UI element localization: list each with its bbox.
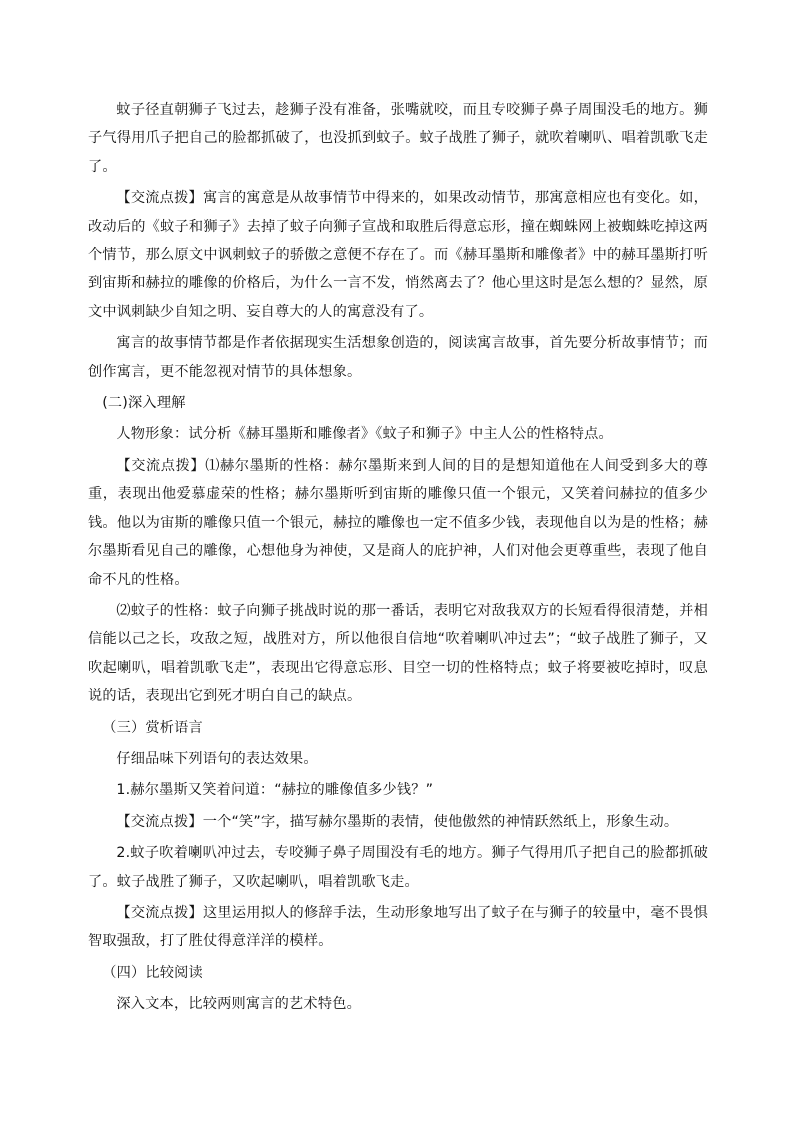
paragraph-mosquito-character: ⑵蚊子的性格：蚊子向狮子挑战时说的那一番话，表明它对敌我双方的长短看得很清楚，并相信能以己之长，攻敌之短，战胜对方，所以他很自信地“吹着喇叭冲过去”；“蚊子战胜了狮子，又吹起喇叭，唱着凯歌飞走”，表现出它得意忘形、目空一切的性格特点；蚊子将要被吃掉时，叹息说的话，表现出它到死才明白自己的缺点。 <box>88 602 708 705</box>
paragraph-instruction: 仔细品味下列语句的表达效果。 <box>116 750 318 767</box>
sentence-item-1: 1.赫尔墨斯又笑着问道：“赫拉的雕像值多少钱？” <box>116 782 434 799</box>
paragraph-character-question: 人物形象：试分析《赫耳墨斯和雕像者》《蚊子和狮子》中主人公的性格特点。 <box>116 426 613 443</box>
paragraph-hermes-character: 【交流点拨】⑴赫尔墨斯的性格：赫尔墨斯来到人间的目的是想知道他在人间受到多大的尊重，表现出他爱慕虚荣的性格；赫尔墨斯听到宙斯的雕像只值一个银元，又笑着问赫拉的值多少钱。他以为宙斯的雕像只值一个银元，赫拉的雕像也一定不值多少钱，表现他自以为是的性格；赫尔墨斯看见自己的雕像，心想他身为神使，又是商人的庇护神，人们对他会更尊重些，表现了他自命不凡的性格。 <box>88 457 708 588</box>
paragraph-discussion-personification: 【交流点拨】这里运用拟人的修辞手法，生动形象地写出了蚊子在与狮子的较量中，毫不畏惧智取强敌，打了胜仗得意洋洋的模样。 <box>88 904 708 950</box>
sentence-item-2: 2.蚊子吹着喇叭冲过去，专咬狮子鼻子周围没有毛的地方。狮子气得用爪子把自己的脸都抓破了。蚊子战胜了狮子，又吹起喇叭，唱着凯歌飞走。 <box>88 845 708 890</box>
paragraph-compare-instruction: 深入文本，比较两则寓言的艺术特色。 <box>116 996 361 1013</box>
section-heading-deep-understanding: (二)深入理解 <box>102 395 186 412</box>
paragraph-mosquito-attack: 蚊子径直朝狮子飞过去，趁狮子没有准备，张嘴就咬，而且专咬狮子鼻子周围没毛的地方。狮子气得用爪子把自己的脸都抓破了，也没抓到蚊子。蚊子战胜了狮子，就吹着喇叭、唱着凯歌飞走了。 <box>88 102 708 175</box>
paragraph-plot-imagination: 寓言的故事情节都是作者依据现实生活想象创造的，阅读寓言故事，首先要分析故事情节；而创作寓言，更不能忽视对情节的具体想象。 <box>88 335 708 380</box>
document-page <box>88 96 708 1019</box>
paragraph-discussion-moral: 【交流点拨】寓言的寓意是从故事情节中得来的，如果改动情节，那寓意相应也有变化。如，改动后的《蚊子和狮子》去掉了蚊子向狮子宣战和取胜后得意忘形，撞在蜘蛛网上被蜘蛛吃掉这两个情节，那么原文中讽刺蚊子的骄傲之意便不存在了。而《赫耳墨斯和雕像者》中的赫耳墨斯打听到宙斯和赫拉的雕像的价格后，为什么一言不发，悄然离去了？他心里这时是怎么想的？显然，原文中讽刺缺少自知之明、妄自尊大的人的寓意没有了。 <box>88 190 708 320</box>
paragraph-discussion-smile: 【交流点拨】一个“笑”字，描写赫尔墨斯的表情，使他傲然的神情跃然纸上，形象生动。 <box>116 813 679 830</box>
section-heading-language-appreciation: （三）赏析语言 <box>102 719 203 736</box>
section-heading-comparative-reading: （四）比较阅读 <box>102 964 203 981</box>
